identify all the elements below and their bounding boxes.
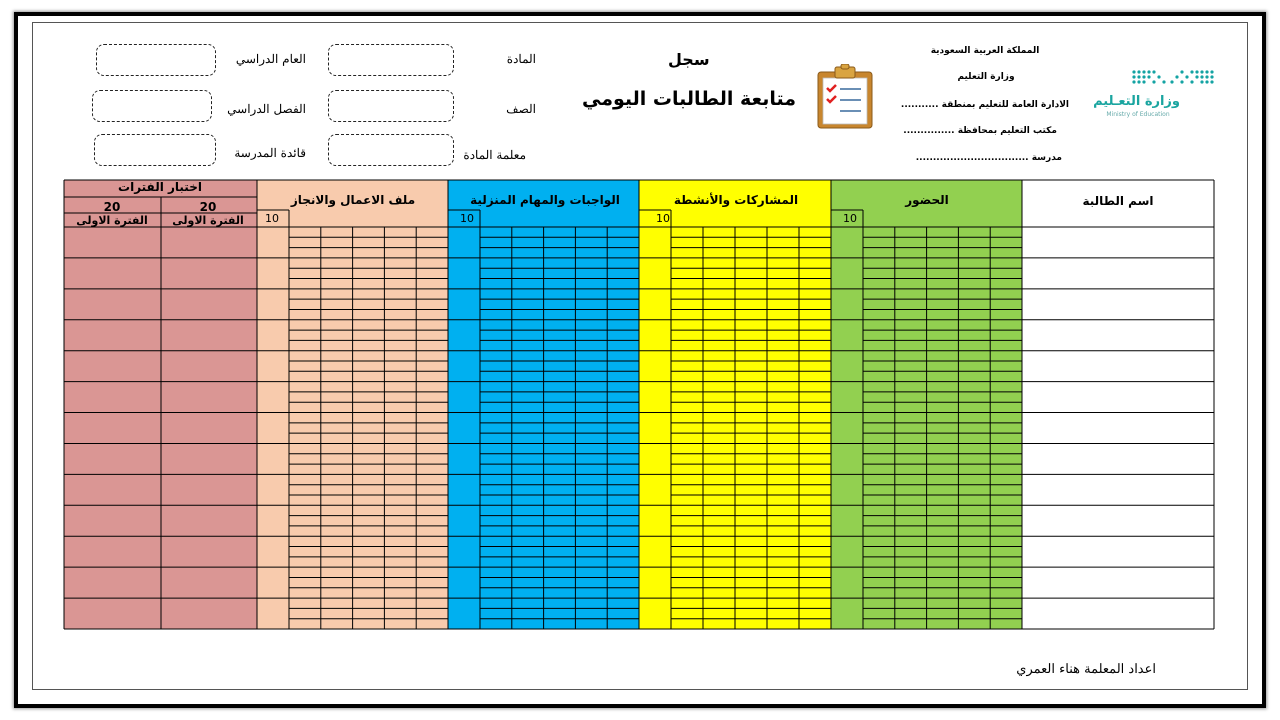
subject-label: المادة: [506, 52, 536, 66]
portfolio-header: ملف الاعمال والانجاز: [290, 193, 416, 207]
prepared-by-credit: اعداد المعلمة هناء العمري: [1016, 662, 1156, 677]
region-admin-field: الادارة العامة للتعليم بمنطقة ...........: [900, 100, 1069, 110]
academic-year-label: العام الدراسي: [235, 52, 306, 66]
grade-label: الصف: [506, 102, 536, 116]
student-name-column-band: [1022, 180, 1214, 629]
school-leader-label: قائدة المدرسة: [234, 146, 306, 160]
exam-period-label-2: الفترة الاولى: [76, 214, 148, 227]
attendance-max-score: 10: [843, 212, 857, 225]
semester-label: الفصل الدراسي: [227, 102, 306, 116]
student-name-header: اسم الطالبة: [1082, 194, 1154, 208]
page-title: متابعة الطالبات اليومي: [582, 88, 796, 110]
attendance-header: الحضور: [905, 193, 949, 207]
ministry-name: وزارة التعليم: [957, 72, 1015, 82]
ministry-logo-arabic: وزارة التعـليم: [1093, 94, 1180, 109]
participation-header: المشاركات والأنشطة: [673, 193, 799, 207]
title-line-1: سجل: [668, 50, 710, 69]
exam-period-label-1: الفترة الاولى: [172, 214, 244, 227]
homework-max-score: 10: [460, 212, 474, 225]
participation-max-score: 10: [656, 212, 670, 225]
subject-teacher-label: معلمة المادة: [463, 148, 526, 162]
ministry-logo-english: Ministry of Education: [1106, 111, 1170, 118]
exams-header: اختبار الفترات: [118, 180, 202, 194]
education-office-field: مكتب التعليم بمحافظة ...............: [903, 126, 1057, 136]
country-name: المملكة العربية السعودية: [930, 46, 1040, 56]
school-field: مدرسة .................................: [915, 153, 1062, 163]
portfolio-max-score: 10: [265, 212, 279, 225]
homework-header: الواجبات والمهام المنزلية: [470, 193, 620, 207]
exam-max-score-1: 20: [199, 200, 217, 214]
exam-max-score-2: 20: [103, 200, 121, 214]
